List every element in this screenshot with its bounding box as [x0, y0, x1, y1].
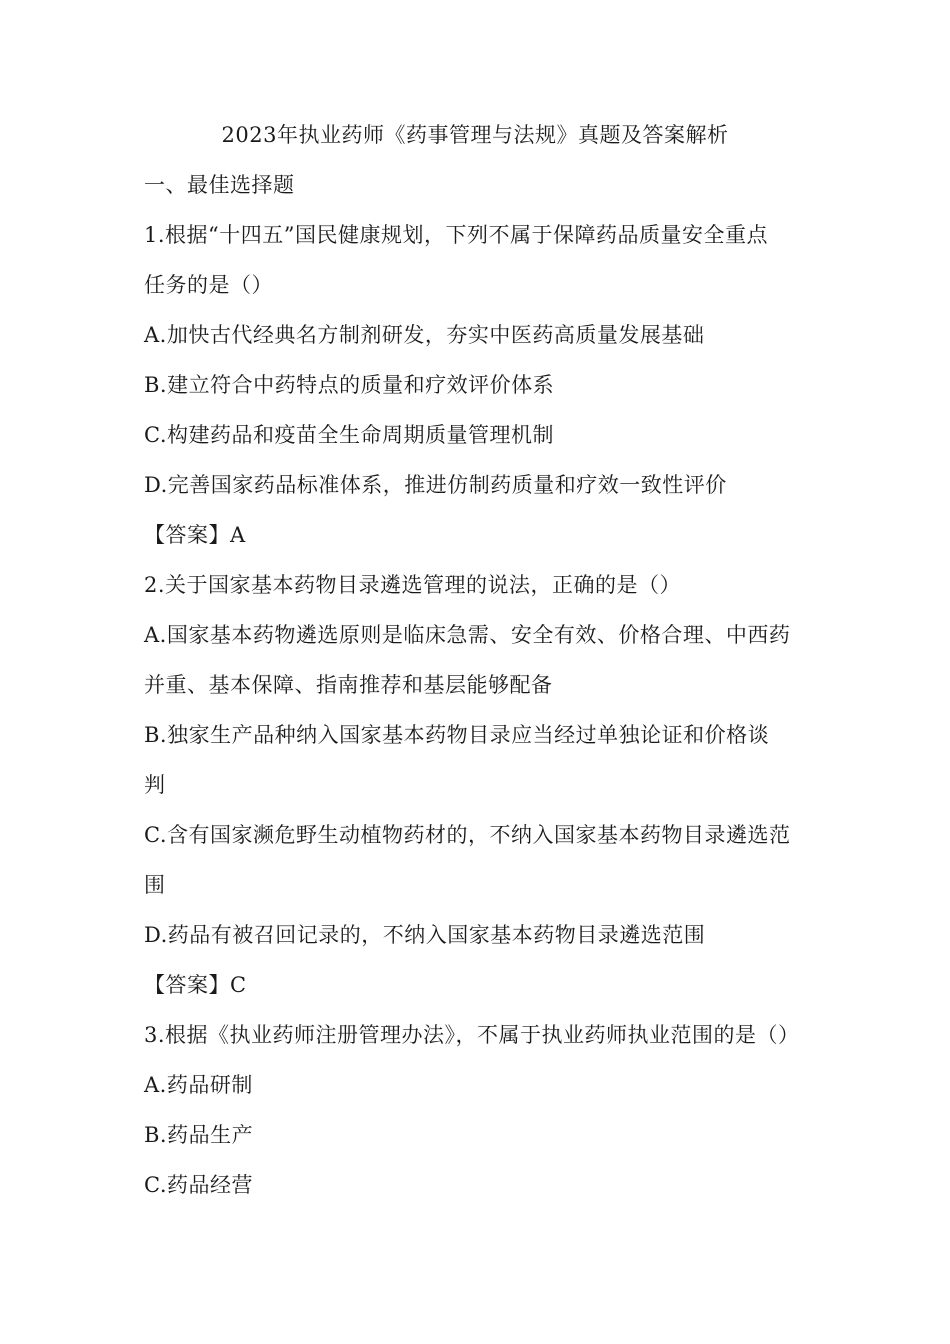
question-2-stem: 2.关于国家基本药物目录遴选管理的说法，正确的是（）	[144, 573, 682, 597]
question-2-option-d: D.药品有被召回记录的，不纳入国家基本药物目录遴选范围	[144, 923, 706, 947]
question-1-stem-line-1: 1.根据“十四五”国民健康规划，下列不属于保障药品质量安全重点	[144, 223, 769, 247]
question-3-option-a: A.药品研制	[144, 1073, 253, 1097]
question-2-option-c-line-2: 围	[144, 873, 166, 897]
question-3-option-b: B.药品生产	[144, 1123, 254, 1147]
question-2-option-b-line-1: B.独家生产品种纳入国家基本药物目录应当经过单独论证和价格谈	[144, 723, 770, 747]
question-2-answer: 【答案】C	[144, 973, 247, 997]
question-1-option-a: A.加快古代经典名方制剂研发，夯实中医药高质量发展基础	[144, 323, 705, 347]
question-1-answer: 【答案】A	[144, 523, 246, 547]
question-2-option-a-line-2: 并重、基本保障、指南推荐和基层能够配备	[144, 673, 553, 697]
question-1-option-c: C.构建药品和疫苗全生命周期质量管理机制	[144, 423, 554, 447]
document-title: 2023年执业药师《药事管理与法规》真题及答案解析	[221, 123, 729, 147]
question-1-option-b: B.建立符合中药特点的质量和疗效评价体系	[144, 373, 555, 397]
question-2-option-a-line-1: A.国家基本药物遴选原则是临床急需、安全有效、价格合理、中西药	[144, 623, 791, 647]
section-heading: 一、最佳选择题	[144, 173, 295, 197]
question-2-option-b-line-2: 判	[144, 773, 166, 797]
question-3-option-c: C.药品经营	[144, 1173, 253, 1197]
question-1-option-d: D.完善国家药品标准体系，推进仿制药质量和疗效一致性评价	[144, 473, 727, 497]
question-3-stem: 3.根据《执业药师注册管理办法》，不属于执业药师执业范围的是（）	[144, 1023, 800, 1047]
question-2-option-c-line-1: C.含有国家濒危野生动植物药材的，不纳入国家基本药物目录遴选范	[144, 823, 791, 847]
question-1-stem-line-2: 任务的是（）	[144, 273, 273, 297]
